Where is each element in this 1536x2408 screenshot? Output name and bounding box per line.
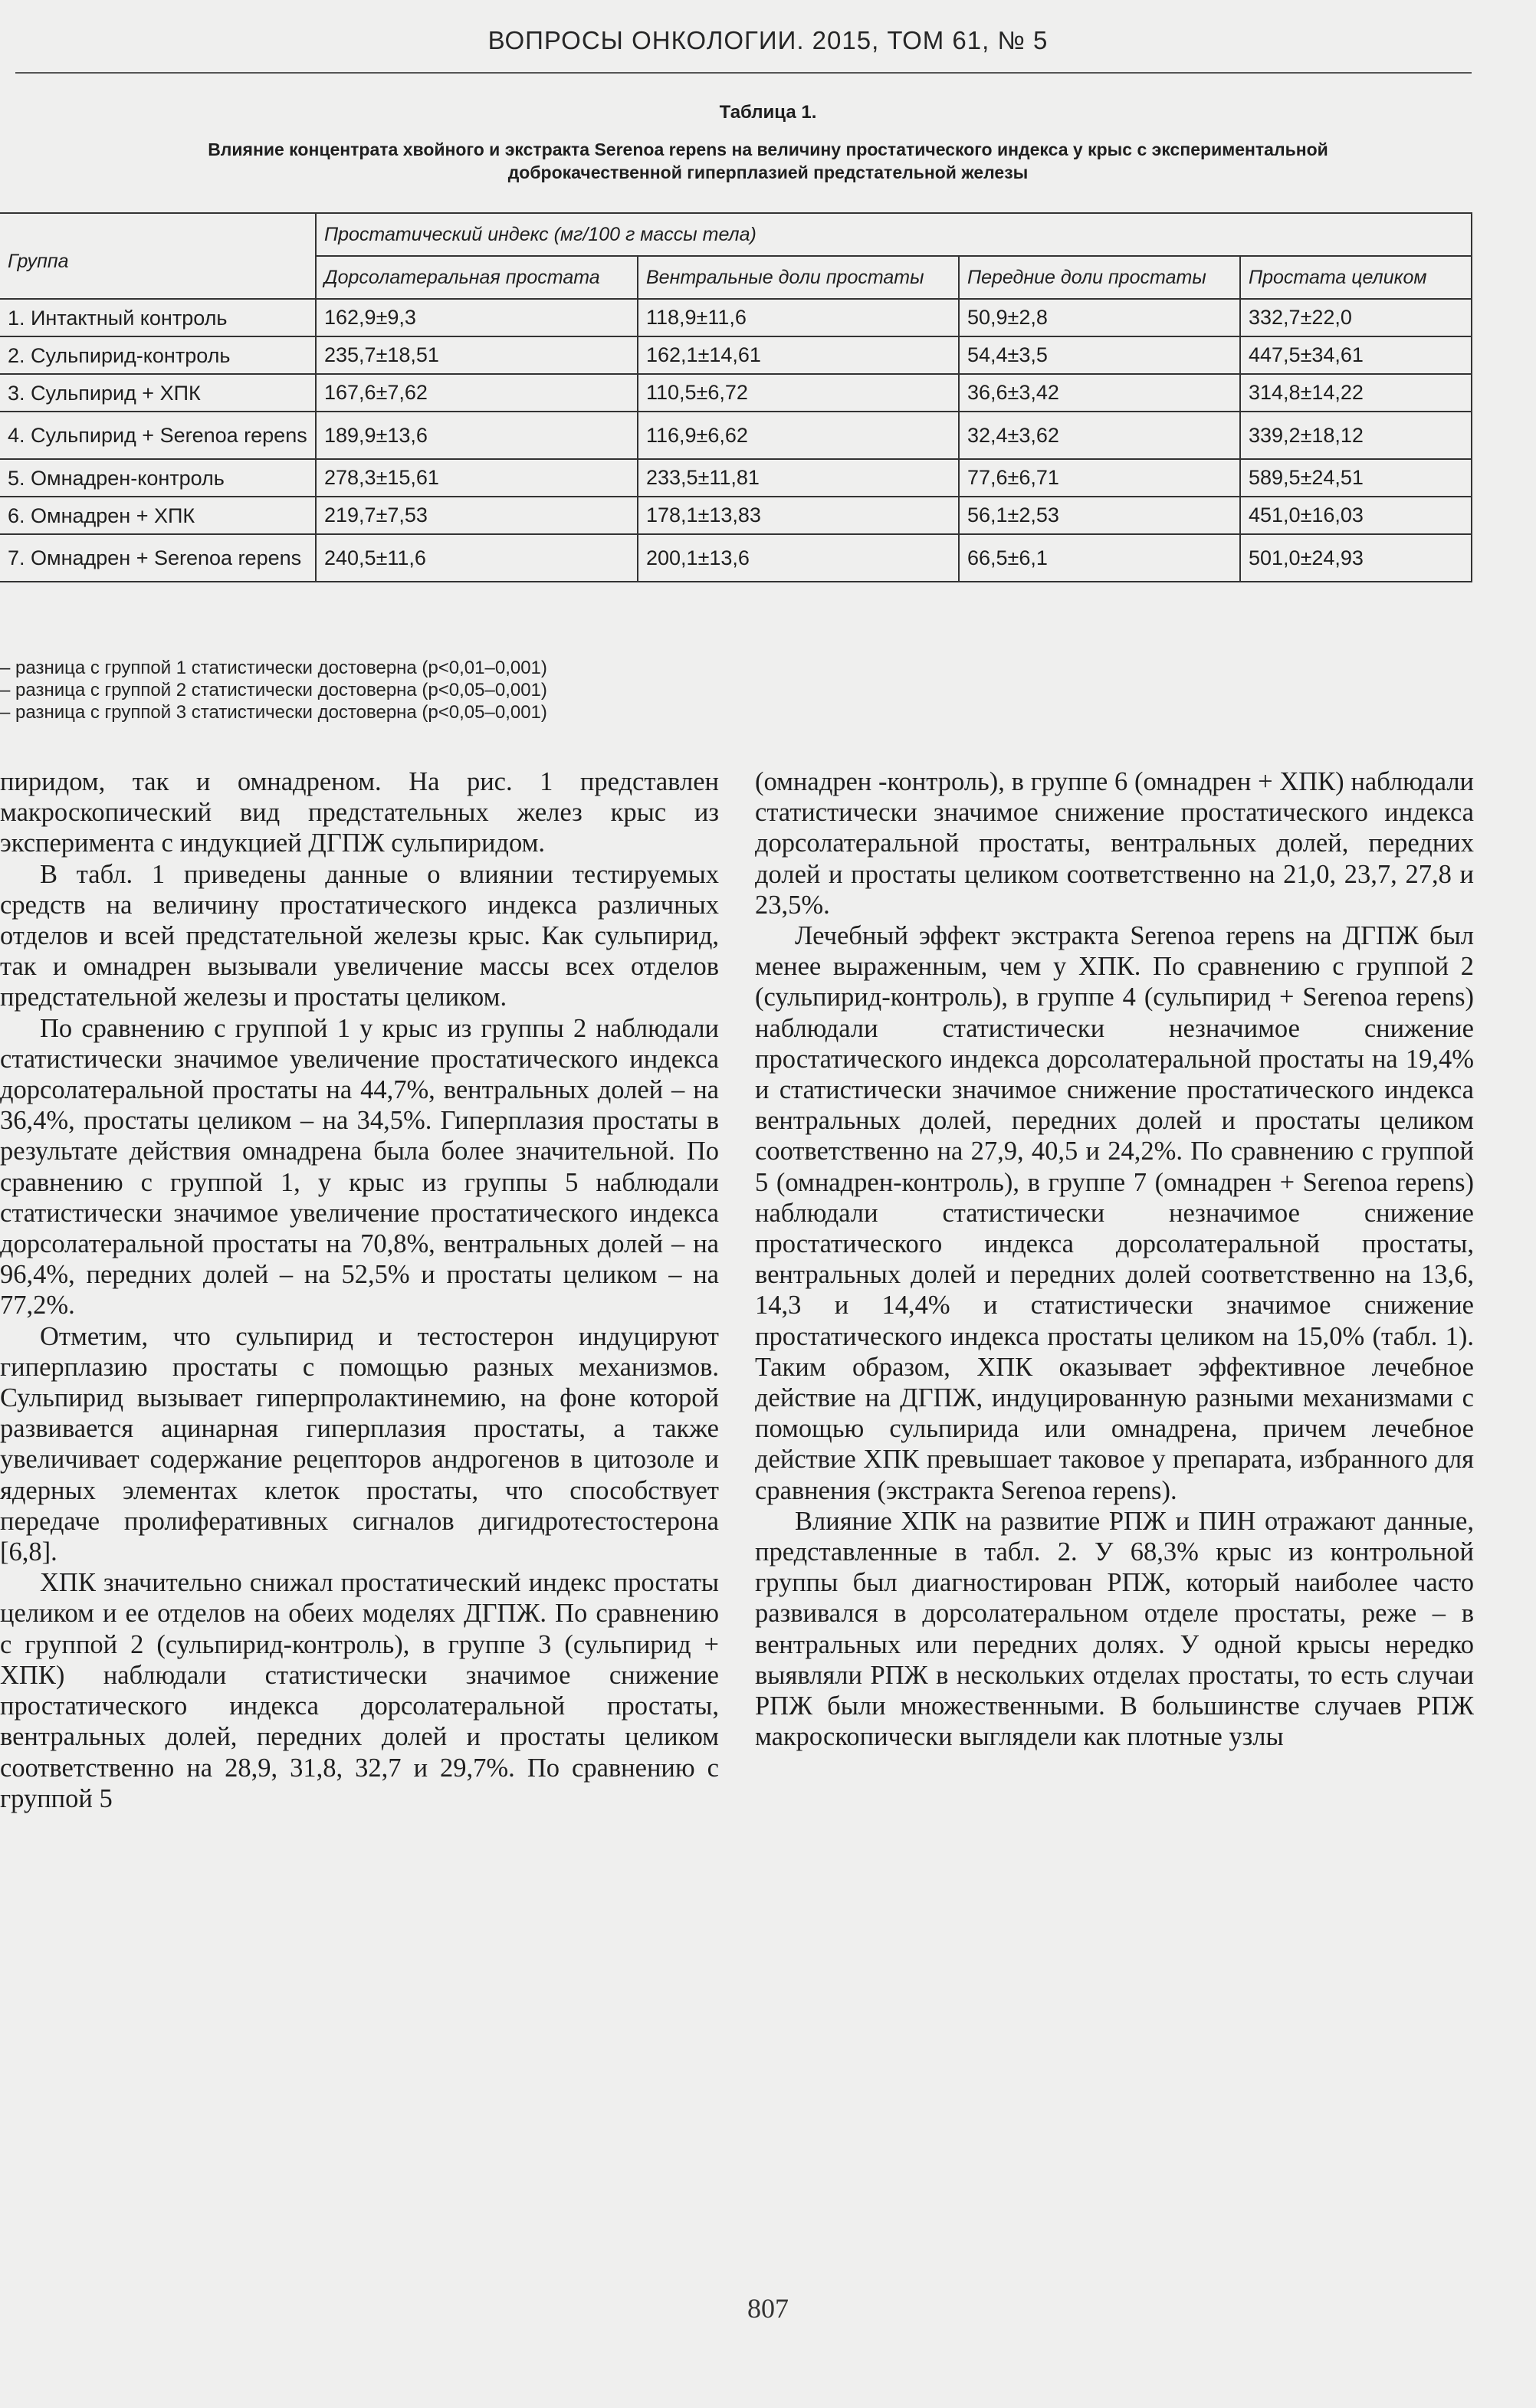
body-paragraph: В табл. 1 приведены данные о влиянии тестируемых средств на величину простатического индекса различных отделов и всей предстательной железы крыс. Как сульпирид, так и омнадрен вызывали увеличение массы всех отделов предстательной железы и простаты целиком. xyxy=(0,859,719,1012)
row-group-label: 6. Омнадрен + ХПК xyxy=(0,497,316,534)
row-group-label: 5. Омнадрен-контроль xyxy=(0,459,316,497)
table-cell: 116,9±6,62 xyxy=(638,412,959,459)
table-row xyxy=(0,459,1472,497)
table-cell: 36,6±3,42 xyxy=(959,374,1240,412)
table-row xyxy=(0,412,1472,459)
body-paragraph: Отметим, что сульпирид и тестостерон индуцируют гиперплазию простаты с помощью разных механизмов. Сульпирид вызывает гиперпролактинемию, на фоне которой развивается ацинарная гиперплазия простаты, а также увеличивает содержание рецепторов андрогенов в цитозоле и ядерных элементах клеток простаты, что способствует передаче пролиферативных сигналов дигидротестостерона [6,8]. xyxy=(0,1321,719,1567)
table-cell: 167,6±7,62 xyxy=(316,374,638,412)
table-row xyxy=(0,336,1472,374)
table-cell: 54,4±3,5 xyxy=(959,336,1240,374)
row-group-label: 4. Сульпирид + Serenoa repens xyxy=(0,412,316,459)
table-cell: 332,7±22,0 xyxy=(1240,299,1472,336)
row-group-label: 2. Сульпирид-контроль xyxy=(0,336,316,374)
table-cell: 178,1±13,83 xyxy=(638,497,959,534)
table-cell: 50,9±2,8 xyxy=(959,299,1240,336)
column-header: Передние доли простаты xyxy=(959,256,1240,299)
body-paragraph: Лечебный эффект экстракта Serenoa repens на ДГПЖ был менее выраженным, чем у ХПК. По сравнению с группой 2 (сульпирид-контроль), в группе 4 (сульпирид + Serenoa repens) наблюдали статистически незначимое снижение простатического индекса дорсолатеральной простаты на 19,4% и статистически значимое снижение простатического индекса вентральных долей, передних долей и простаты целиком соответственно на 27,9, 40,5 и 24,2%. По сравнению с группой 5 (омнадрен-контроль), в группе 7 (омнадрен + Serenoa repens) наблюдали статистически незначимое снижение простатического индекса дорсолатеральной простаты, вентральных долей и передних долей соответственно на 13,6, 14,3 и 14,4% и статистически значимое снижение простатического индекса простаты целиком на 15,0% (табл. 1). Таким образом, ХПК оказывает эффективное лечебное действие на ДГПЖ, индуцированную разными механизмами с помощью сульпирида или омнадрена, причем лечебное действие ХПК превышает таковое у препарата, избранного для сравнения (экстракта Serenoa repens). xyxy=(755,921,1474,1505)
body-paragraph: Влияние ХПК на развитие РПЖ и ПИН отражают данные, представленные в табл. 2. У 68,3% крыс из контрольной группы был диагностирован РПЖ, который наиболее часто развивался в дорсолатеральном отделе простаты, реже – в вентральных или передних долях. У одной крысы нередко выявляли РПЖ в нескольких отделах простаты, то есть случаи РПЖ были множественными. В большинстве случаев РПЖ макроскопически выглядели как плотные узлы xyxy=(755,1506,1474,1752)
table-cell: 110,5±6,72 xyxy=(638,374,959,412)
table-cell: 219,7±7,53 xyxy=(316,497,638,534)
table-cell: 447,5±34,61 xyxy=(1240,336,1472,374)
table-cell: 233,5±11,81 xyxy=(638,459,959,497)
table-cell: 162,9±9,3 xyxy=(316,299,638,336)
column-header: Вентральные доли простаты xyxy=(638,256,959,299)
table-cell: 589,5±24,51 xyxy=(1240,459,1472,497)
body-paragraph: ХПК значительно снижал простатический индекс простаты целиком и ее отделов на обеих моделях ДГПЖ. По сравнению с группой 2 (сульпирид-контроль), в группе 3 (сульпирид + ХПК) наблюдали статистически значимое снижение простатического индекса дорсолатеральной простаты, вентральных долей, передних долей и простаты целиком соответственно на 28,9, 31,8, 32,7 и 29,7%. По сравнению с группой 5 xyxy=(0,1568,719,1813)
table-cell: 118,9±11,6 xyxy=(638,299,959,336)
table-footnote: – разница с группой 3 статистически достоверна (p<0,05–0,001) xyxy=(0,702,547,723)
body-column-left xyxy=(0,766,719,1814)
data-table xyxy=(0,212,1472,582)
page-number: 807 xyxy=(747,2293,789,2324)
body-paragraph: пиридом, так и омнадреном. На рис. 1 представлен макроскопический вид предстательных желез крыс из эксперимента с индукцией ДГПЖ сульпиридом. xyxy=(0,767,719,858)
table-cell: 189,9±13,6 xyxy=(316,412,638,459)
table-cell: 77,6±6,71 xyxy=(959,459,1240,497)
index-column-header: Простатический индекс (мг/100 г массы тела) xyxy=(316,213,1472,256)
row-group-label: 3. Сульпирид + ХПК xyxy=(0,374,316,412)
table-title-line2: доброкачественной гиперплазией предстательной железы xyxy=(507,162,1029,182)
header-rule xyxy=(15,72,1472,74)
table-number: Таблица 1. xyxy=(719,102,817,123)
table-cell: 501,0±24,93 xyxy=(1240,534,1472,582)
table-cell: 339,2±18,12 xyxy=(1240,412,1472,459)
table-cell: 278,3±15,61 xyxy=(316,459,638,497)
column-header: Дорсолатеральная простата xyxy=(316,256,638,299)
column-header: Простата целиком xyxy=(1240,256,1472,299)
row-group-label: 1. Интактный контроль xyxy=(0,299,316,336)
body-paragraph: (омнадрен -контроль), в группе 6 (омнадрен + ХПК) наблюдали статистически значимое снижение простатического индекса дорсолатеральной простаты, вентральных долей, передних долей и простаты целиком соответственно на 21,0, 23,7, 27,8 и 23,5%. xyxy=(755,767,1474,920)
table-cell: 200,1±13,6 xyxy=(638,534,959,582)
table-cell: 32,4±3,62 xyxy=(959,412,1240,459)
row-group-label: 7. Омнадрен + Serenoa repens xyxy=(0,534,316,582)
table-row xyxy=(0,497,1472,534)
journal-header: ВОПРОСЫ ОНКОЛОГИИ. 2015, ТОМ 61, № 5 xyxy=(487,26,1049,54)
table-title-line1: Влияние концентрата хвойного и экстракта Serenoa repens на величину простатического индекса у крыс с экспериментальной xyxy=(208,139,1328,159)
body-paragraph: По сравнению с группой 1 у крыс из группы 2 наблюдали статистически значимое увеличение простатического индекса дорсолатеральной простаты на 44,7%, вентральных долей – на 36,4%, простаты целиком – на 34,5%. Гиперплазия простаты в результате действия омнадрена была более значительной. По сравнению с группой 1, у крыс из группы 5 наблюдали статистически значимое увеличение простатического индекса дорсолатеральной простаты на 70,8%, вентральных долей – на 96,4%, передних долей – на 52,5% и простаты целиком – на 77,2%. xyxy=(0,1013,719,1320)
table-cell: 314,8±14,22 xyxy=(1240,374,1472,412)
table-row xyxy=(0,299,1472,336)
table-cell: 56,1±2,53 xyxy=(959,497,1240,534)
table-cell: 240,5±11,6 xyxy=(316,534,638,582)
table-footnote: – разница с группой 1 статистически достоверна (p<0,01–0,001) xyxy=(0,658,547,678)
table-cell: 451,0±16,03 xyxy=(1240,497,1472,534)
table-cell: 235,7±18,51 xyxy=(316,336,638,374)
table-cell: 66,5±6,1 xyxy=(959,534,1240,582)
table-row xyxy=(0,534,1472,582)
table-footnote: – разница с группой 2 статистически достоверна (p<0,05–0,001) xyxy=(0,680,547,700)
table-row xyxy=(0,374,1472,412)
group-column-header: Группа xyxy=(0,213,316,299)
body-column-right xyxy=(755,766,1474,1753)
table-cell: 162,1±14,61 xyxy=(638,336,959,374)
